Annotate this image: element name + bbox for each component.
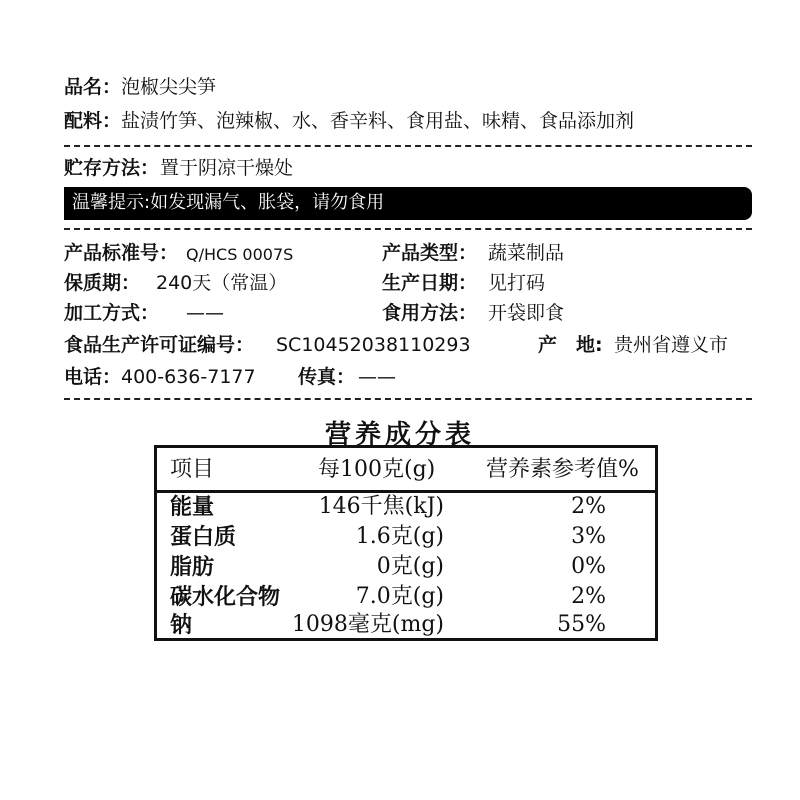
row-fat-amount: 0克(g) [376,554,444,579]
ingredients-label: 配料： [64,110,122,132]
row-energy-item: 能量 [170,494,215,520]
license-value: SC10452038110293 [276,334,471,356]
process-label: 加工方式： [64,302,160,324]
header-nrv: 营养素参考值% [486,457,639,482]
origin-label: 产 地: [538,334,603,356]
row-protein-amount: 1.6克(g) [355,524,444,549]
row-energy-nrv: 2% [571,494,606,519]
shelf-life-value: 240天（常温） [156,272,288,294]
dashed-divider-1 [64,145,752,147]
row-carbohydrate-amount: 7.0克(g) [355,584,444,609]
row-sodium-nrv: 55% [557,612,606,637]
usage-value: 开袋即食 [488,302,565,324]
row-energy-amount: 146千焦(kJ) [318,494,444,519]
product-type-label: 产品类型： [382,242,478,264]
standard-value: Q/HCS 0007S [186,245,294,264]
row-fat-item: 脂肪 [170,554,215,580]
storage-label: 贮存方法： [64,157,160,179]
header-item: 项目 [170,457,215,482]
license-label: 食品生产许可证编号： [64,334,255,356]
production-date-label: 生产日期： [382,272,478,294]
phone-label: 电话： [64,366,122,388]
phone-value: 400-636-7177 [121,366,256,388]
product-name-value: 泡椒尖尖笋 [121,76,217,98]
header-per-100g: 每100克(g) [318,457,436,482]
row-protein-nrv: 3% [571,524,606,549]
nutrition-title: 营养成分表 [324,420,475,450]
process-value: —— [186,302,224,324]
storage-value: 置于阴凉干燥处 [160,157,294,179]
fax-value: —— [358,366,396,388]
table-header-divider [157,490,655,493]
product-type-value: 蔬菜制品 [488,242,565,264]
origin-value: 贵州省遵义市 [614,334,729,356]
product-name-label: 品名： [64,76,122,98]
ingredients-value: 盐渍竹笋、泡辣椒、水、香辛料、食用盐、味精、食品添加剂 [121,110,635,132]
row-carbohydrate-item: 碳水化合物 [170,584,281,610]
fax-label: 传真： [298,366,356,388]
production-date-value: 见打码 [488,272,546,294]
row-carbohydrate-nrv: 2% [571,584,606,609]
shelf-life-label: 保质期： [64,272,141,294]
warning-text: 温馨提示:如发现漏气、胀袋，请勿食用 [72,192,385,213]
dashed-divider-3 [64,398,752,400]
row-protein-item: 蛋白质 [170,524,237,550]
row-fat-nrv: 0% [571,554,606,579]
dashed-divider-2 [64,228,752,230]
row-sodium-amount: 1098毫克(mg) [291,612,444,637]
row-sodium-item: 钠 [170,612,193,638]
warning-banner [64,187,752,220]
usage-label: 食用方法： [382,302,478,324]
standard-label: 产品标准号： [64,242,179,264]
